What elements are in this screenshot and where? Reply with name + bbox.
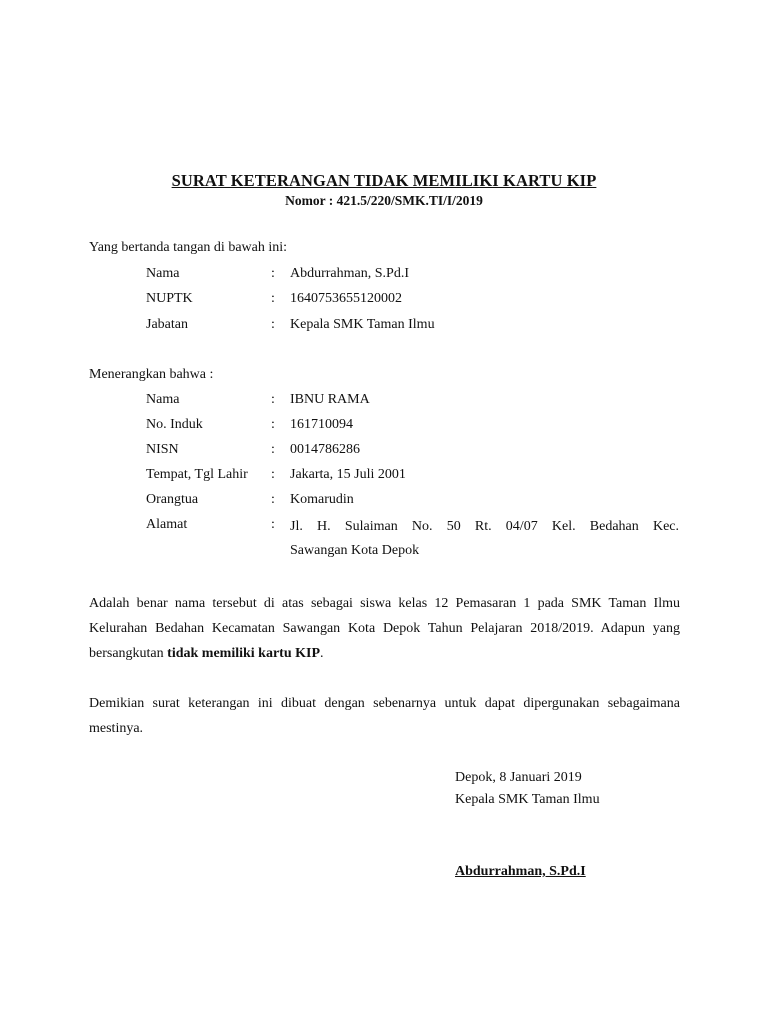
field-label: Jabatan [146, 317, 188, 332]
field-colon: : [271, 417, 275, 432]
address-line-2: Sawangan Kota Depok [290, 543, 420, 558]
field-value: 161710094 [290, 417, 353, 432]
field-label: Nama [146, 392, 180, 407]
signer-name: Abdurrahman, S.Pd.I [455, 864, 586, 879]
field-value: Abdurrahman, S.Pd.I [290, 266, 409, 281]
address-line-1: Jl. H. Sulaiman No. 50 Rt. 04/07 Kel. Bedahan Kec. [290, 519, 679, 534]
intro-line: Yang bertanda tangan di bawah ini: [89, 240, 288, 255]
field-colon: : [271, 266, 275, 281]
field-label: Orangtua [146, 492, 199, 507]
field-label: No. Induk [146, 417, 203, 432]
field-label: Tempat, Tgl Lahir [146, 467, 248, 482]
field-label: Alamat [146, 517, 188, 532]
closing-position: Kepala SMK Taman Ilmu [455, 792, 600, 807]
field-value: 1640753655120002 [290, 291, 402, 306]
closing-place-date: Depok, 8 Januari 2019 [455, 770, 582, 785]
field-value: Kepala SMK Taman Ilmu [290, 317, 435, 332]
field-value: 0014786286 [290, 442, 360, 457]
body-paragraph-1-text: Adalah benar nama tersebut di atas sebagai siswa kelas 12 Pemasaran 1 pada SMK Taman Ilmu Kelurahan Bedahan Kecamatan Sawangan Kota Depok Tahun Pelajaran 2018/2019. Adapun yang bersangkutan [89, 596, 680, 661]
field-value: IBNU RAMA [290, 392, 370, 407]
field-value: Komarudin [290, 492, 354, 507]
field-colon: : [271, 517, 275, 532]
statement-intro: Menerangkan bahwa : [89, 367, 214, 382]
field-colon: : [271, 492, 275, 507]
letter-title: SURAT KETERANGAN TIDAK MEMILIKI KARTU KIP [171, 171, 597, 190]
letter-number: Nomor : 421.5/220/SMK.TI/I/2019 [285, 193, 483, 208]
body-paragraph-2: Demikian surat keterangan ini dibuat dengan sebenarnya untuk dapat dipergunakan sebagaimana mestinya. [89, 696, 680, 736]
field-label: Nama [146, 266, 180, 281]
field-colon: : [271, 467, 275, 482]
field-colon: : [271, 442, 275, 457]
field-label: NUPTK [146, 291, 193, 306]
body-paragraph-1-end: . [320, 646, 324, 661]
field-value: Jakarta, 15 Juli 2001 [290, 467, 406, 482]
field-colon: : [271, 317, 275, 332]
field-colon: : [271, 291, 275, 306]
body-paragraph-1 [89, 591, 680, 666]
field-label: NISN [146, 442, 179, 457]
field-colon: : [271, 392, 275, 407]
body-paragraph-1-emphasis: tidak memiliki kartu KIP [167, 646, 321, 661]
